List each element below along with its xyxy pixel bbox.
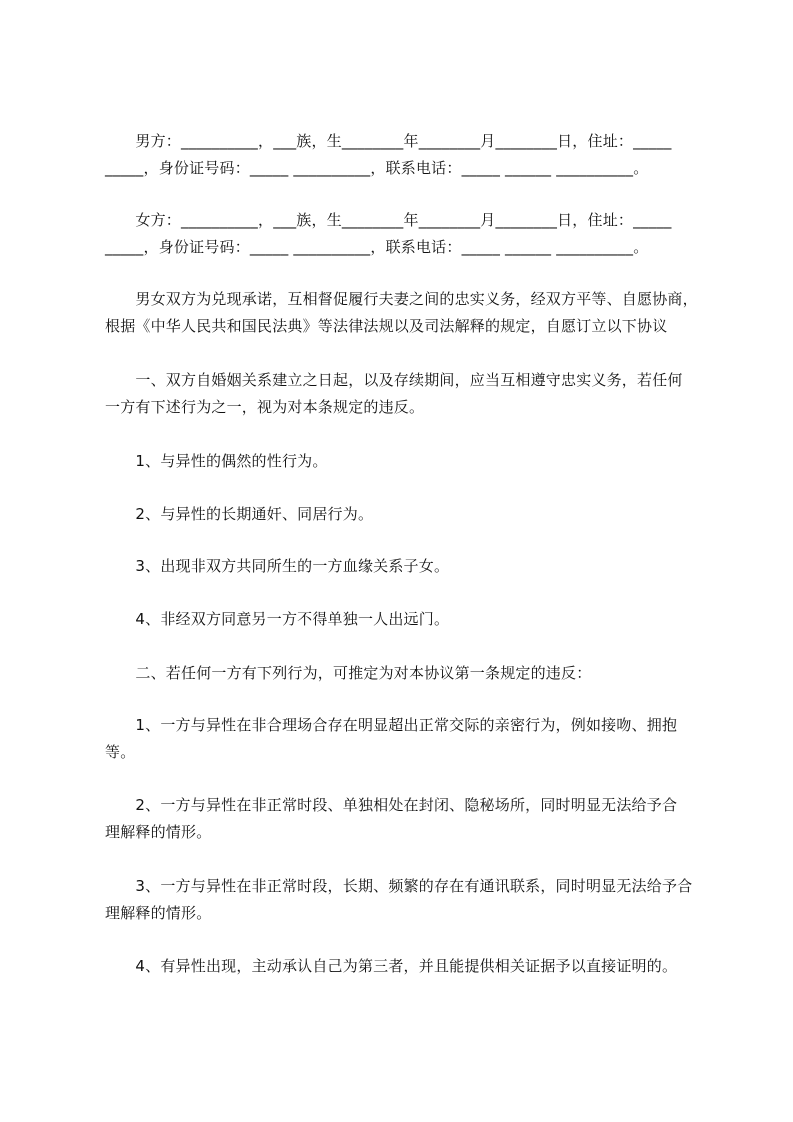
text-line: 3、一方与异性在非正常时段，长期、频繁的存在有通讯联系，同时明显无法给予合: [105, 877, 693, 895]
paragraph-preamble: [105, 286, 705, 340]
text-line: 2、一方与异性在非正常时段、单独相处在封闭、隐秘场所，同时明显无法给予合: [105, 796, 678, 814]
text-line: 3、出现非双方共同所生的一方血缘关系子女。: [105, 557, 450, 575]
paragraph-article-2-item-1: [105, 712, 705, 766]
text-line: 1、与异性的偶然的性行为。: [105, 452, 328, 470]
text-line: 女方：__________，___族，生________年________月________日，住址：_____: [105, 211, 672, 229]
text-line: 理解释的情形。: [105, 904, 212, 922]
text-line: 根据《中华人民共和国民法典》等法律法规以及司法解释的规定，自愿订立以下协议: [105, 317, 668, 335]
paragraph-article-1-item-2: [105, 501, 705, 528]
text-line: 男女双方为兑现承诺，互相督促履行夫妻之间的忠实义务，经双方平等、自愿协商，: [105, 290, 698, 308]
paragraph-wife-info: [105, 207, 705, 261]
text-line: 4、非经双方同意另一方不得单独一人出远门。: [105, 610, 450, 628]
text-line: 等。: [105, 743, 136, 761]
text-line: 一方有下述行为之一，视为对本条规定的违反。: [105, 398, 425, 416]
text-line: 二、若任何一方有下列行为，可推定为对本协议第一条规定的违反：: [105, 664, 592, 682]
paragraph-article-1: [105, 367, 705, 421]
text-line: _____，身份证号码：_____ __________，联系电话：_____ ______ __________。: [105, 159, 649, 177]
paragraph-article-2-item-2: [105, 792, 705, 846]
paragraph-article-1-item-3: [105, 553, 705, 580]
text-line: 理解释的情形。: [105, 823, 212, 841]
text-line: 一、双方自婚姻关系建立之日起，以及存续期间，应当互相遵守忠实义务，若任何: [105, 371, 683, 389]
paragraph-husband-info: [105, 128, 705, 182]
paragraph-article-2-item-4: [105, 953, 705, 980]
paragraph-article-2-item-3: [105, 873, 705, 927]
paragraph-article-1-item-1: [105, 448, 705, 475]
text-line: 1、一方与异性在非合理场合存在明显超出正常交际的亲密行为，例如接吻、拥抱: [105, 716, 678, 734]
paragraph-article-2: [105, 660, 705, 687]
text-line: 2、与异性的长期通奸、同居行为。: [105, 505, 374, 523]
text-line: _____，身份证号码：_____ __________，联系电话：_____ ______ __________。: [105, 238, 649, 256]
paragraph-article-1-item-4: [105, 606, 705, 633]
text-line: 男方：__________，___族，生________年________月________日，住址：_____: [105, 132, 672, 150]
text-line: 4、有异性出现，主动承认自己为第三者，并且能提供相关证据予以直接证明的。: [105, 957, 678, 975]
